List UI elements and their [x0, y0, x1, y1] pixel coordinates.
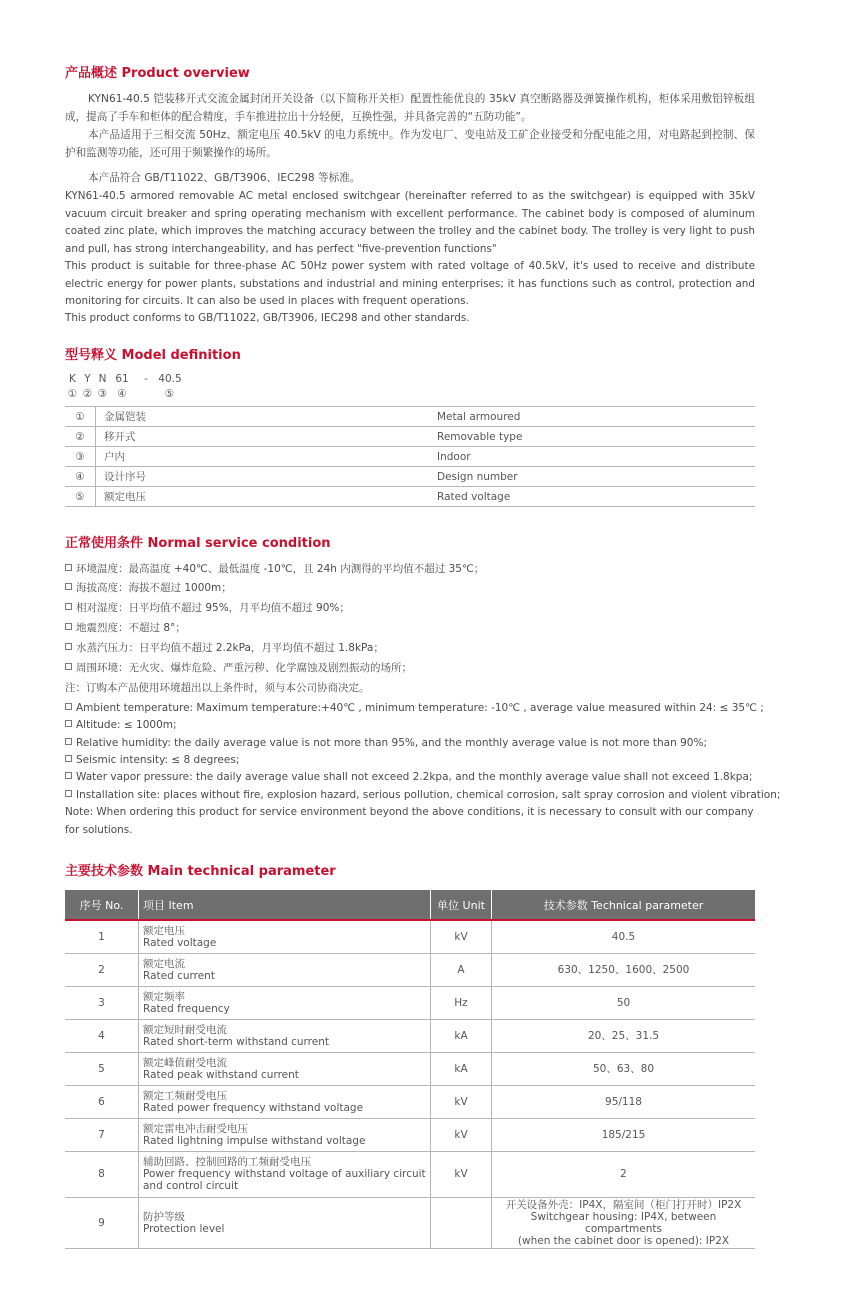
overview-en-paragraph-2: This product is suitable for three-phase AC 50Hz power system with rated voltage of 40.5kV, it's used to receive and distribute electric energy for power plants, substations and industrial and mining enterprises; it has functions such as control, protection and monitoring for circuits. It can also be used in places with frequent operations. [65, 260, 755, 307]
square-bullet-icon [65, 755, 72, 762]
list-item: 海拔高度：海拔不超过 1000m； [65, 580, 755, 598]
list-item: 地震烈度：不超过 8°； [65, 620, 755, 638]
list-item: Seismic intensity: ≤ 8 degrees; [65, 752, 755, 770]
square-bullet-icon [65, 643, 72, 650]
list-item: Water vapor pressure: the daily average value shall not exceed 2.2kpa, and the monthly average value shall not exceed 1.8kpa; [65, 769, 755, 787]
model-code [65, 373, 182, 385]
model-marker: ④ [117, 388, 127, 400]
column-header: 技术参数 Technical parameter [492, 890, 756, 920]
overview-cn-paragraph-2: 本产品适用于三相交流 50Hz、额定电压 40.5kV 的电力系统中。作为发电厂、变电站及工矿企业接受和分配电能之用，对电路起到控制、保护和监测等功能，还可用于频繁操作的场所。 [65, 129, 755, 159]
model-marker: ① [67, 388, 78, 400]
table-row: ② 移开式 Removable type [65, 427, 755, 447]
service-cn-note: 注：订购本产品使用环境超出以上条件时，须与本公司协商决定。 [65, 682, 370, 694]
square-bullet-icon [65, 603, 72, 610]
table-row: ④ 设计序号 Design number [65, 467, 755, 487]
overview-heading: 产品概述 Product overview [65, 66, 250, 81]
square-bullet-icon [65, 663, 72, 670]
table-row: 6 额定工频耐受电压 Rated power frequency withstand voltage kV 95/118 [65, 1085, 755, 1118]
model-code-letter: N [98, 373, 107, 385]
square-bullet-icon [65, 738, 72, 745]
column-header: 项目 Item [139, 890, 431, 920]
overview-en-paragraph-1: KYN61-40.5 armored removable AC metal enclosed switchgear (hereinafter referred to as the switchgear) is equipped with 35kV vacuum circuit breaker and spring operating mechanism with excellent performance. The cabinet body is composed of aluminum coated zinc plate, which improves the matching accuracy between the trolley and the cabinet body. The trolley is very light to push and pull, has strong interchangeability, and has perfect "five-prevention functions" [65, 190, 755, 255]
list-item: 相对湿度：日平均值不超过 95%，月平均值不超过 90%； [65, 600, 755, 618]
overview-en-paragraph-3: This product conforms to GB/T11022, GB/T3906, IEC298 and other standards. [65, 312, 470, 324]
list-item: Relative humidity: the daily average value is not more than 95%, and the monthly average value is not more than 90%; [65, 735, 755, 753]
list-item: 水蒸汽压力：日平均值不超过 2.2kPa，月平均值不超过 1.8kPa； [65, 640, 755, 658]
table-row: 2 额定电流 Rated current A 630、1250、1600、2500 [65, 953, 755, 986]
list-item: Altitude: ≤ 1000m; [65, 717, 755, 735]
model-marker: ② [82, 388, 93, 400]
overview-cn-paragraph-1: KYN61-40.5 铠装移开式交流金属封闭开关设备（以下简称开关柜）配置性能优良的 35kV 真空断路器及弹簧操作机构，柜体采用敷铝锌板组成，提高了手车和柜体的配合精度，手车推进拉出十分轻便，互换性强，并具备完善的“五防功能”。 [65, 93, 755, 123]
table-row: 7 额定雷电冲击耐受电压 Rated lightning impulse withstand voltage kV 185/215 [65, 1118, 755, 1151]
list-item: Ambient temperature: Maximum temperature:+40℃ , minimum temperature: -10℃ , average value measured within 24: ≤ 35℃ ; [65, 700, 755, 718]
column-header: 序号 No. [65, 890, 139, 920]
table-row: 9 防护等级 Protection level 开关设备外壳：IP4X，隔室间（柜门打开时）IP2X Switchgear housing: IP4X, between compartments (when the cabinet door is opened): IP2X [65, 1197, 755, 1248]
model-code-letter: K [69, 373, 76, 385]
params-heading: 主要技术参数 Main technical parameter [65, 864, 336, 879]
square-bullet-icon [65, 623, 72, 630]
square-bullet-icon [65, 703, 72, 710]
model-code-markers [65, 388, 177, 400]
table-row: 5 额定峰值耐受电流 Rated peak withstand current kA 50、63、80 [65, 1052, 755, 1085]
list-item: 环境温度：最高温度 +40℃、最低温度 -10℃，且 24h 内测得的平均值不超过 35℃； [65, 561, 755, 579]
model-table [65, 406, 755, 507]
column-header: 单位 Unit [431, 890, 492, 920]
model-marker: ⑤ [164, 388, 175, 400]
model-code-letter: - [144, 373, 148, 385]
model-code-letter: 40.5 [158, 373, 182, 385]
model-code-letter: Y [84, 373, 91, 385]
table-row: ① 金属铠装 Metal armoured [65, 407, 755, 427]
list-item: Installation site: places without fire, explosion hazard, serious pollution, chemical corrosion, salt spray corrosion and violent vibration; [65, 787, 755, 805]
model-marker: ③ [97, 388, 108, 400]
square-bullet-icon [65, 772, 72, 779]
table-row: 4 额定短时耐受电流 Rated short-term withstand current kA 20、25、31.5 [65, 1019, 755, 1052]
params-table [65, 890, 755, 1249]
table-row: ⑤ 额定电压 Rated voltage [65, 487, 755, 507]
overview-cn-paragraph-3: 本产品符合 GB/T11022、GB/T3906、IEC298 等标准。 [88, 172, 361, 184]
table-header-row [65, 890, 755, 920]
square-bullet-icon [65, 583, 72, 590]
square-bullet-icon [65, 564, 72, 571]
service-en-note: Note: When ordering this product for service environment beyond the above conditions, it is necessary to consult with our company for solutions. [65, 806, 754, 836]
list-item: 周围环境：无火灾、爆炸危险、严重污秽、化学腐蚀及剧烈振动的场所； [65, 660, 755, 678]
table-row: 1 额定电压 Rated voltage kV 40.5 [65, 920, 755, 953]
service-heading: 正常使用条件 Normal service condition [65, 536, 331, 551]
square-bullet-icon [65, 790, 72, 797]
table-row: ③ 户内 Indoor [65, 447, 755, 467]
table-row: 8 辅助回路、控制回路的工频耐受电压 Power frequency withstand voltage of auxiliary circuit and control circuit kV 2 [65, 1151, 755, 1197]
model-code-letter: 61 [115, 373, 129, 385]
square-bullet-icon [65, 720, 72, 727]
model-heading: 型号释义 Model definition [65, 348, 241, 363]
table-row: 3 额定频率 Rated frequency Hz 50 [65, 986, 755, 1019]
